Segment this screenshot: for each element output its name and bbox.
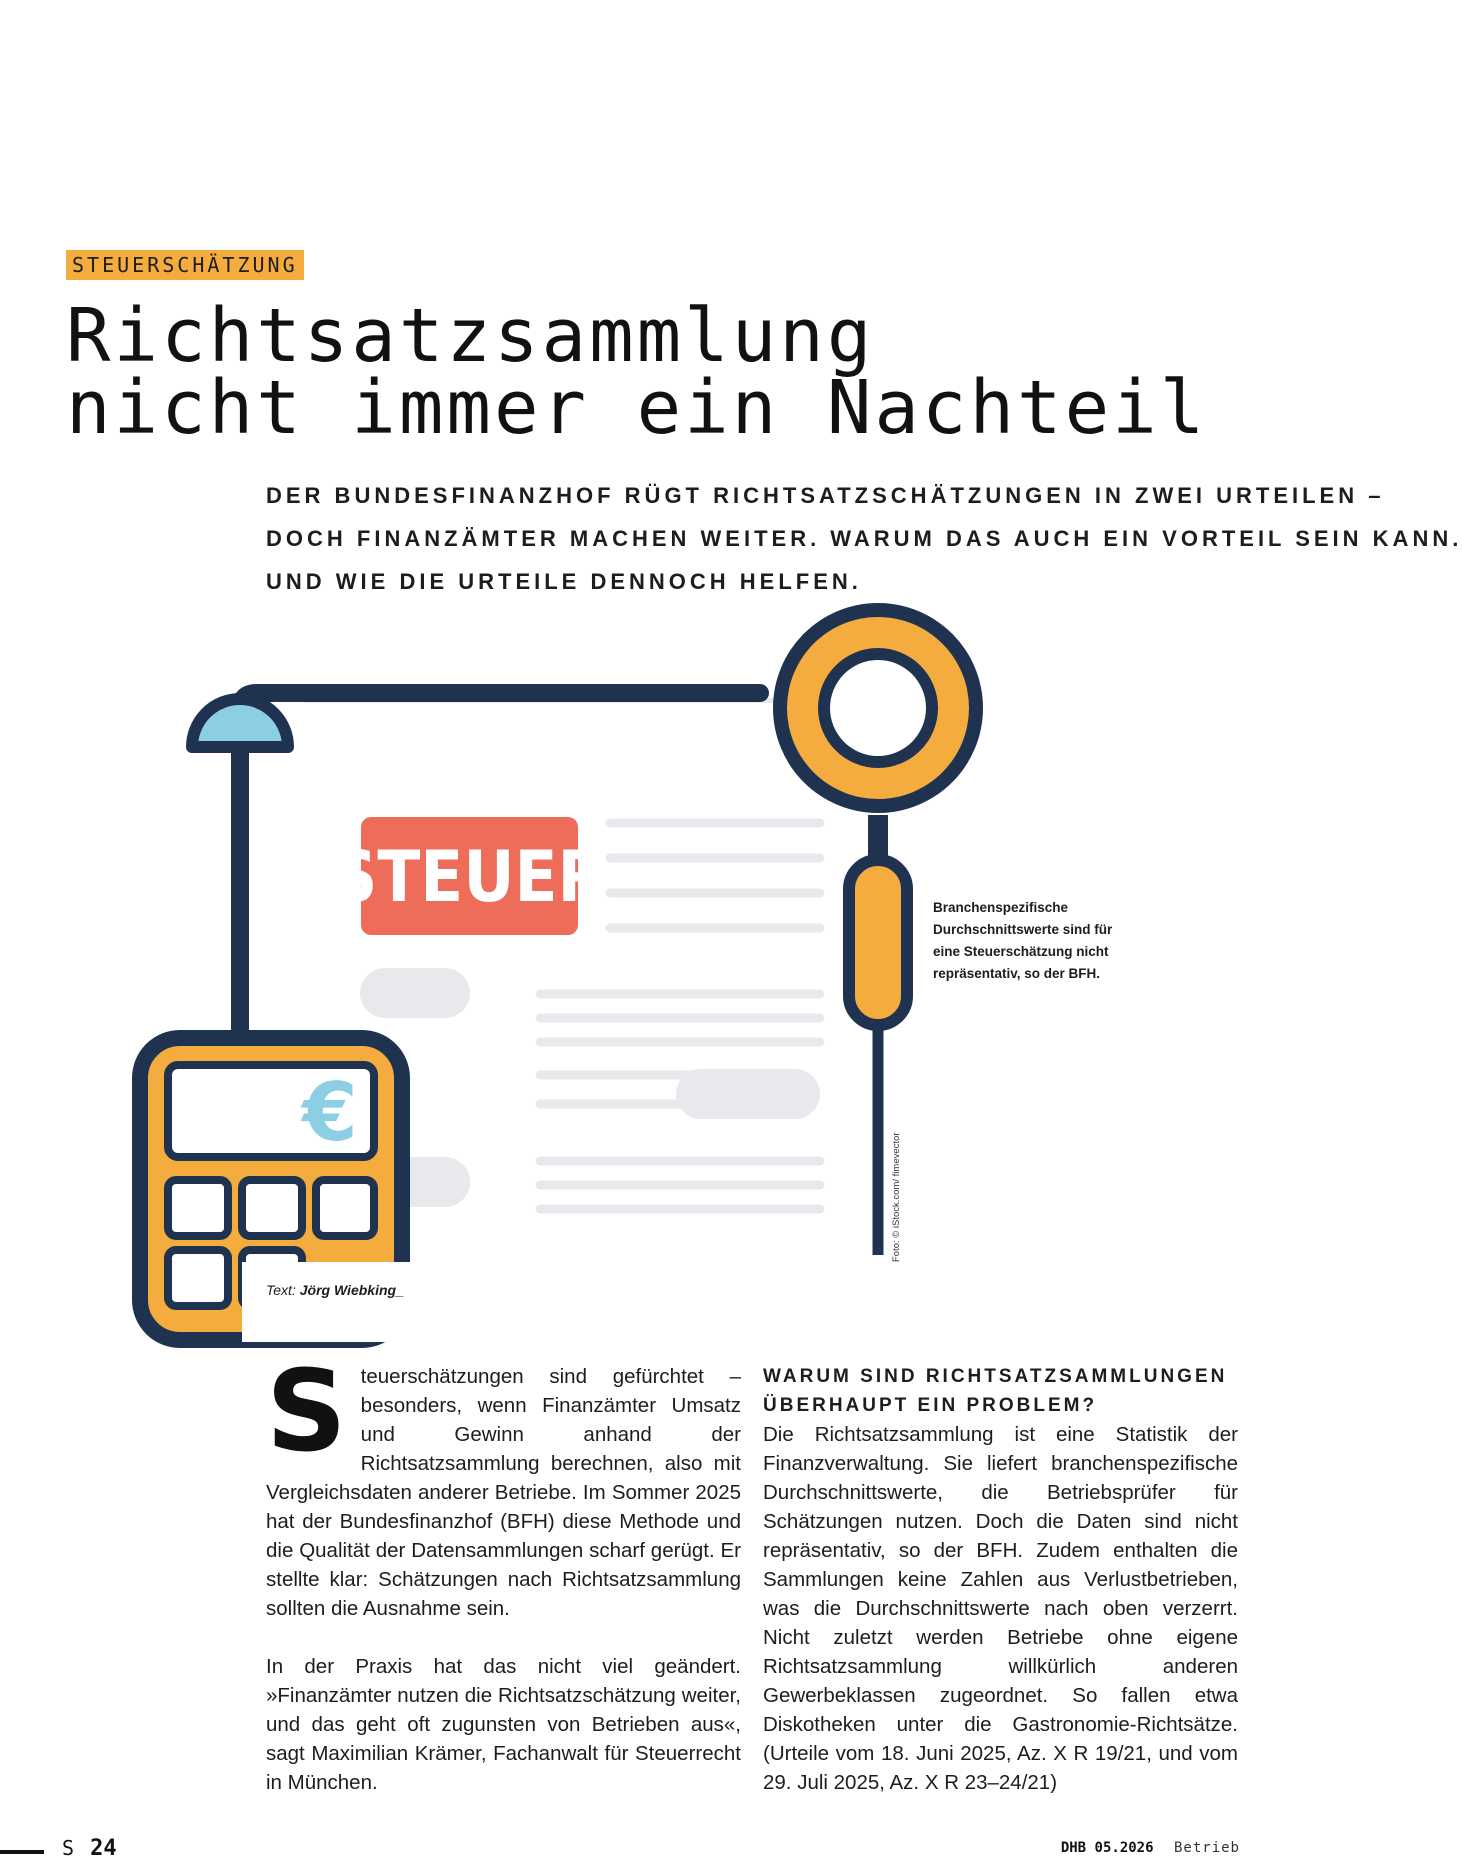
article-lead xyxy=(266,474,1462,603)
page-number-value: 24 xyxy=(90,1836,117,1861)
issue-info xyxy=(1061,1840,1240,1856)
author-prefix: Text: xyxy=(266,1282,296,1298)
section-kicker: STEUERSCHÄTZUNG xyxy=(66,250,304,280)
author-line xyxy=(266,1282,404,1298)
body-paragraph-3: Die Richtsatzsammlung ist eine Statistik der Finanzverwaltung. Sie liefert branchenspezifische Durchschnittswerte, die Betriebsprüfer für Schätzungen nutzen. Doch die Daten sind nicht repräsentativ, so der BFH. Zudem enthalten die Sammlungen keine Zahlen aus Verlustbetrieben, was die Durchschnittswerte nach oben verzerrt. Nicht zuletzt werden Betriebe ohne eigene Richtsatzsammlung willkürlich anderen Gewerbeklassen zugeordnet. So fallen etwa Diskotheken unter die Gastronomie-Richtsätze. (Urteile vom 18. Juni 2025, Az. X R 19/21, und vom 29. Juli 2025, Az. X R 23–24/21) xyxy=(763,1423,1238,1794)
lead-line-2: DOCH FINANZÄMTER MACHEN WEITER. WARUM DAS AUCH EIN VORTEIL SEIN KANN. xyxy=(266,526,1462,551)
page-prefix: S xyxy=(62,1836,75,1860)
page-number xyxy=(62,1836,117,1861)
tax-illustration xyxy=(120,595,1020,1355)
image-caption: Branchenspezifische Durchschnittswerte sind für eine Steuerschätzung nicht repräsentativ, so der BFH. xyxy=(933,900,1113,981)
headline-line-1: Richtsatzsammlung xyxy=(66,293,875,379)
body-paragraph-1-text: teuerschätzungen sind gefürchtet – besonders, wenn Finanzämter Umsatz und Gewinn anhand der Richtsatzsammlung berechnen, also mit Vergleichsdaten anderer Betriebe. Im Sommer 2025 hat der Bundesfinanzhof (BFH) diese Methode und die Qualität der Datensammlungen scharf gerügt. Er stellte klar: Schätzungen nach Richtsatzsammlung sollten die Ausnahme sein. xyxy=(266,1365,741,1620)
author-name: Jörg Wiebking_ xyxy=(299,1282,404,1298)
drop-cap: S xyxy=(266,1347,347,1477)
body-paragraph-2: In der Praxis hat das nicht viel geändert. »Finanzämter nutzen die Richtsatzschätzung weiter, und das geht oft zugunsten von Betrieben aus«, sagt Maximilian Krämer, Fachanwalt für Steuerrecht in München. xyxy=(266,1655,741,1794)
euro-icon: € xyxy=(302,1066,358,1159)
footer-rule xyxy=(0,1850,44,1854)
body-paragraph-1 xyxy=(266,1347,741,1623)
text-overlay-box xyxy=(242,1262,1002,1342)
section-label: Betrieb xyxy=(1173,1840,1240,1856)
photo-credit: Foto: © iStock.com/ fimevector xyxy=(891,1132,902,1262)
issue-label: DHB 05.2026 xyxy=(1060,1840,1154,1856)
lead-line-3: UND WIE DIE URTEILE DENNOCH HELFEN. xyxy=(266,569,862,594)
section-heading: WARUM SIND RICHTSATZSAMMLUNGEN ÜBERHAUPT EIN PROBLEM? xyxy=(763,1366,1228,1416)
headline-line-2: nicht immer ein Nachteil xyxy=(66,365,1208,451)
body-column-left xyxy=(266,1347,741,1797)
steuer-label: STEUER xyxy=(331,836,607,918)
body-column-right xyxy=(763,1362,1238,1797)
lead-line-1: DER BUNDESFINANZHOF RÜGT RICHTSATZSCHÄTZUNGEN IN ZWEI URTEILEN – xyxy=(266,483,1385,508)
article-headline xyxy=(66,293,1266,451)
